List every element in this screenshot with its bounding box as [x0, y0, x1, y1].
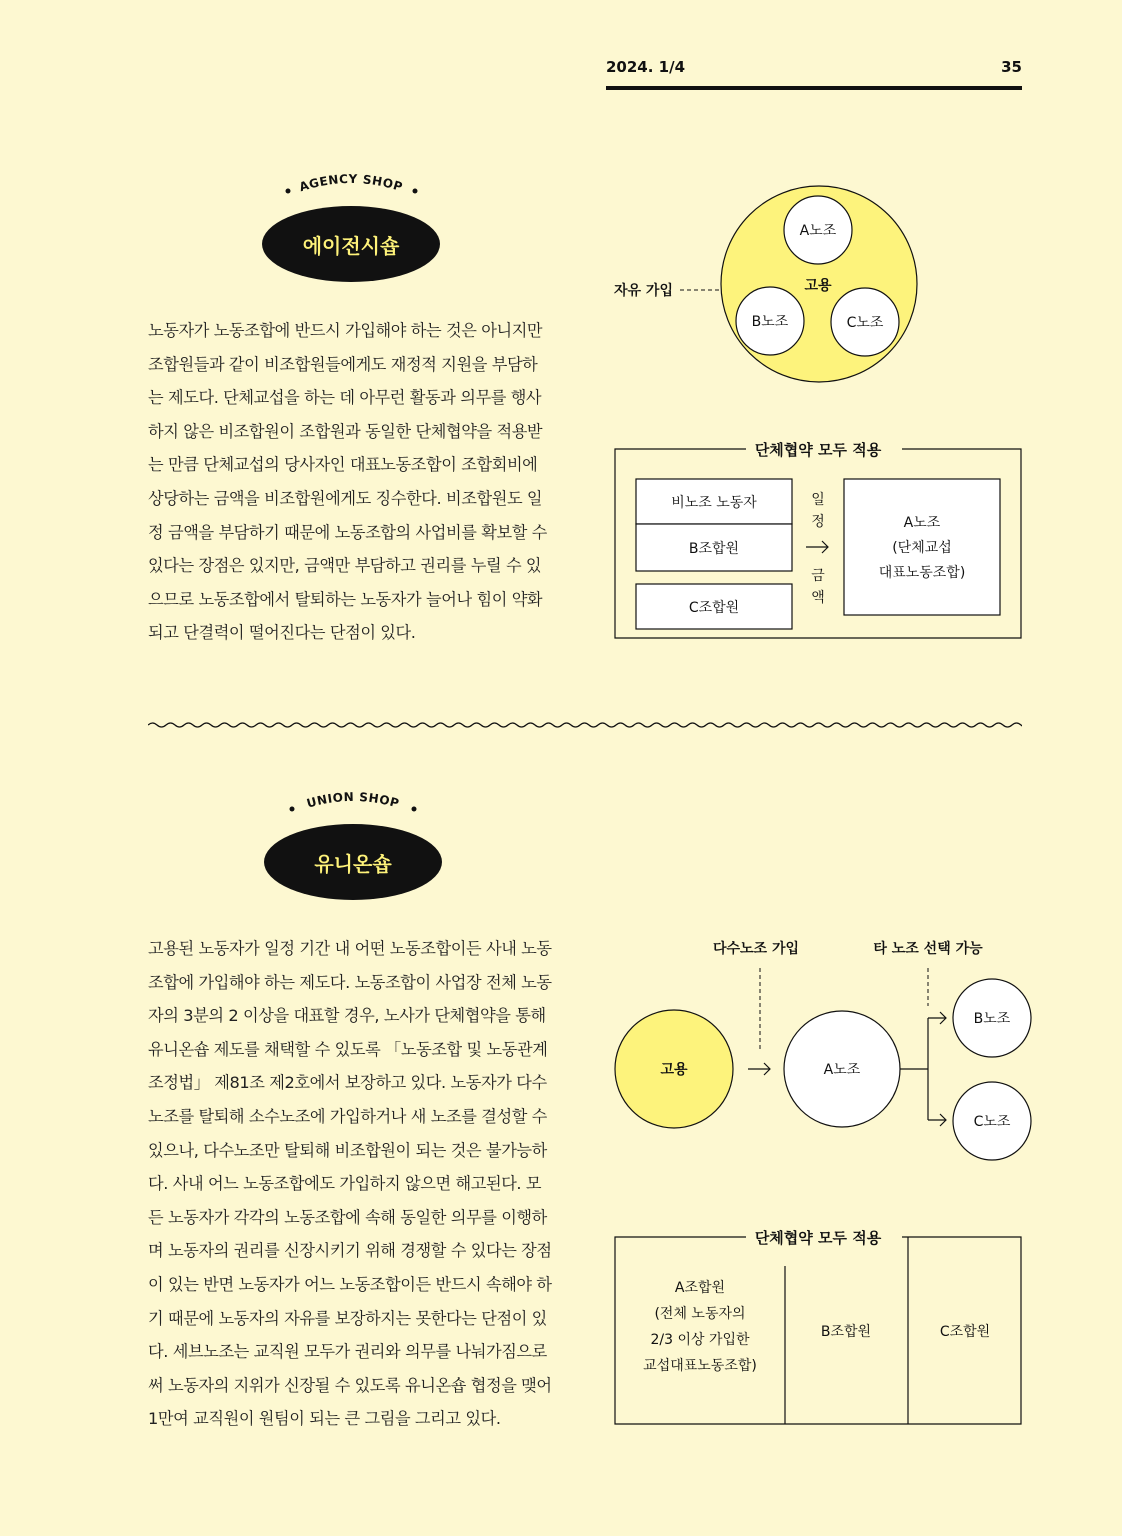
c-member-label: C조합원 — [939, 1324, 991, 1340]
agency-shop-arc-text: AGENCY SHOP — [297, 171, 405, 195]
union-c-label: C노조 — [846, 315, 884, 331]
fixed-char-1: 일 — [811, 492, 825, 508]
arc-dot-left — [286, 189, 291, 194]
union-a-box-line2: (단체교섭 — [892, 540, 952, 556]
majority-join-label: 다수노조 가입 — [712, 941, 800, 957]
other-union-choice-label: 타 노조 선택 가능 — [873, 941, 983, 957]
a-member-line4: 교섭대표노동조합) — [643, 1358, 757, 1374]
union-shop-arc-text: UNION SHOP — [305, 789, 401, 811]
union-c-label: C노조 — [973, 1114, 1011, 1130]
non-union-worker-label: 비노조 노동자 — [671, 495, 757, 511]
union-b-label: B노조 — [751, 314, 789, 330]
agreement-title: 단체협약 모두 적용 — [754, 1229, 882, 1247]
amount-char-1: 금 — [811, 568, 825, 584]
union-a-label: A노조 — [823, 1062, 861, 1078]
employment-label: 고용 — [660, 1062, 688, 1078]
arc-dot-left — [290, 807, 295, 812]
agency-shop-union-diagram — [600, 180, 1030, 410]
fixed-char-2: 정 — [811, 514, 825, 530]
a-member-line3: 2/3 이상 가입한 — [650, 1332, 750, 1348]
header-date: 2024. 1/4 — [606, 58, 686, 76]
a-member-line2: (전체 노동자의 — [654, 1306, 746, 1322]
amount-char-2: 액 — [811, 590, 825, 606]
b-member-label: B조합원 — [820, 1324, 872, 1340]
svg-text:UNION SHOP — [305, 790, 401, 811]
agency-shop-body: 노동자가 노동조합에 반드시 가입해야 하는 것은 아니지만 조합원들과 같이 비조합원들에게도 재정적 지원을 부담하 는 제도다. 단체교섭을 하는 데 아무런 활동과 의무를 행사 하지 않은 비조합원이 조합원과 동일한 단체협약을 적용받 는 만큼 단체교섭의 당사자인 대표노동조합이 조합회비에 상당하는 금액을 비조합원에게도 징수한다. 비조합원도 일 정 금액을 부담하기 때문에 노동조합의 사업비를 확보할 수 있다는 장점은 있지만, 금액만 부담하고 권리를 누릴 수 있 으므로 노동조합에서 탈퇴하는 노동자가 늘어나 힘이 약화 되고 단결력이 떨어진다는 단점이 있다. — [148, 321, 547, 643]
wavy-divider — [148, 712, 1022, 738]
union-shop-body: 고용된 노동자가 일정 기간 내 어떤 노동조합이든 사내 노동 조합에 가입해야 하는 제도다. 노동조합이 사업장 전체 노동 자의 3분의 2 이상을 대표할 경우, 노사가 단체협약을 통해 유니온숍 제도를 채택할 수 있도록 「노동조합 및 노동관계 조정법」 제81조 제2호에서 보장하고 있다. 노동자가 다수 노조를 탈퇴해 소수노조에 가입하거나 새 노조를 결성할 수 있으나, 다수노조만 탈퇴해 비조합원이 되는 것은 불가능하 다. 사내 어느 노동조합에도 가입하지 않으면 해고된다. 모 든 노동자가 각각의 노동조합에 속해 동일한 의무를 이행하 며 노동자의 권리를 신장시키기 위해 경쟁할 수 있다는 장점 이 있는 반면 노동자가 어느 노동조합이든 반드시 속해야 하 기 때문에 노동자의 자유를 보장하지는 못한다는 단점이 있 다. 세브노조는 교직원 모두가 권리와 의무를 나눠가짐으로 써 노동자의 지위가 신장될 수 있도록 유니온숍 협정을 맺어 1만여 교직원이 원팀이 되는 큰 그림을 그리고 있다. — [148, 939, 552, 1429]
union-a-box-line1: A노조 — [903, 515, 941, 531]
union-shop-agreement-diagram — [614, 1222, 1024, 1428]
agency-shop-arc-label — [262, 160, 440, 200]
union-b-label: B노조 — [973, 1011, 1011, 1027]
agency-shop-agreement-diagram — [614, 436, 1024, 642]
union-a-label: A노조 — [799, 223, 837, 239]
c-member-label: C조합원 — [688, 600, 740, 616]
svg-text:AGENCY SHOP — [298, 172, 405, 194]
agreement-title: 단체협약 모두 적용 — [754, 441, 882, 459]
union-shop-arc-label — [264, 778, 442, 818]
b-member-label: B조합원 — [688, 541, 740, 557]
page-number: 35 — [1001, 58, 1022, 76]
arc-dot-right — [413, 189, 418, 194]
free-join-label: 자유 가입 — [614, 283, 673, 299]
union-shop-title: 유니온숍 — [264, 824, 442, 900]
arc-dot-right — [412, 807, 417, 812]
header-rule — [606, 86, 1022, 90]
agency-shop-title: 에이전시숍 — [262, 206, 440, 282]
union-shop-flow-diagram — [600, 930, 1040, 1170]
employment-label: 고용 — [804, 278, 832, 294]
a-member-line1: A조합원 — [674, 1280, 726, 1296]
union-a-box-line3: 대표노동조합) — [878, 565, 966, 581]
